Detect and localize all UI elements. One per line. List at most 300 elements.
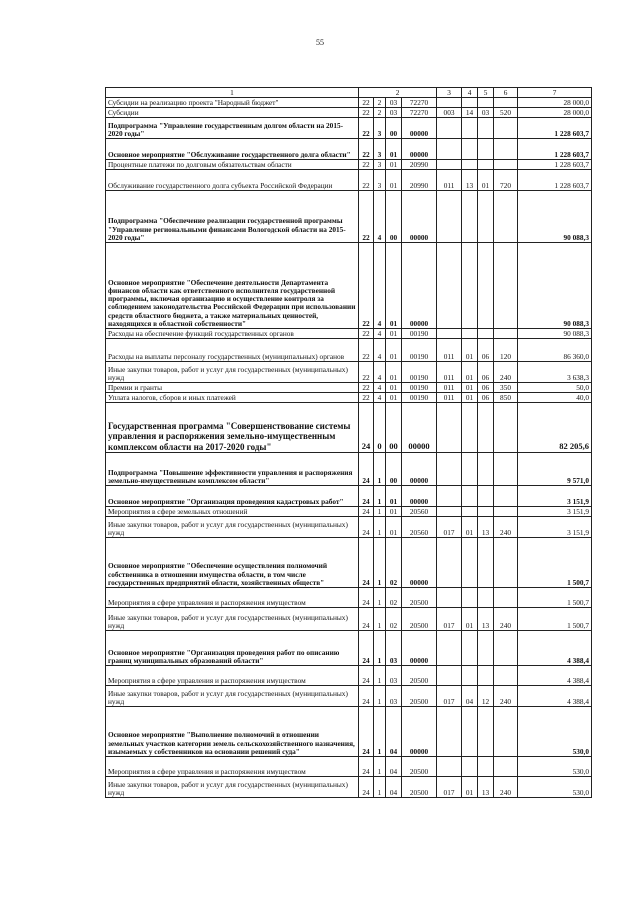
expense-type-code: 240 — [494, 517, 518, 538]
subsection-code — [478, 707, 494, 757]
section-code — [462, 507, 478, 517]
table-row — [106, 329, 592, 339]
subprogram-code: 4 — [374, 339, 386, 362]
row-amount: 40,0 — [518, 393, 592, 403]
table-row — [106, 686, 592, 707]
section-code: 01 — [462, 517, 478, 538]
table-row — [106, 486, 592, 507]
row-amount: 82 205,6 — [518, 403, 592, 453]
subprogram-code: 1 — [374, 517, 386, 538]
table-row — [106, 393, 592, 403]
row-name: Подпрограмма "Обеспечение реализации государственной программы "Управление региональными финансами Вологодской области на 2015-2020 годы" — [106, 191, 359, 243]
activity-code: 03 — [386, 666, 402, 686]
subprogram-code: 3 — [374, 160, 386, 170]
department-code: 011 — [437, 393, 462, 403]
header-col-2: 2 — [359, 88, 437, 98]
activity-code: 02 — [386, 588, 402, 608]
subprogram-code: 1 — [374, 588, 386, 608]
subsection-code: 03 — [478, 108, 494, 118]
row-name: Мероприятия в сфере управления и распоряжения имуществом — [106, 666, 359, 686]
subprogram-code: 4 — [374, 362, 386, 383]
target-article-code: 22 — [359, 362, 374, 383]
section-code — [462, 160, 478, 170]
row-amount: 1 228 603,7 — [518, 118, 592, 139]
row-name: Подпрограмма "Управление государственным долгом области на 2015-2020 годы" — [106, 118, 359, 139]
subsection-code — [478, 139, 494, 160]
expense-direction-code: 00000 — [402, 538, 437, 588]
subsection-code: 13 — [478, 608, 494, 631]
expense-direction-code: 20500 — [402, 757, 437, 777]
row-amount: 3 151,9 — [518, 486, 592, 507]
expense-type-code — [494, 757, 518, 777]
activity-code: 01 — [386, 139, 402, 160]
section-code: 01 — [462, 383, 478, 393]
target-article-code: 24 — [359, 666, 374, 686]
row-amount: 530,0 — [518, 707, 592, 757]
subprogram-code: 1 — [374, 507, 386, 517]
target-article-code: 22 — [359, 393, 374, 403]
department-code — [437, 243, 462, 329]
department-code — [437, 139, 462, 160]
department-code: 017 — [437, 777, 462, 798]
department-code — [437, 666, 462, 686]
row-amount: 90 088,3 — [518, 329, 592, 339]
expense-type-code: 240 — [494, 608, 518, 631]
section-code — [462, 631, 478, 666]
department-code — [437, 98, 462, 108]
header-col-6: 6 — [494, 88, 518, 98]
expense-direction-code: 00000 — [402, 403, 437, 453]
target-article-code: 22 — [359, 98, 374, 108]
table-row — [106, 507, 592, 517]
subsection-code: 13 — [478, 777, 494, 798]
row-amount: 1 500,7 — [518, 538, 592, 588]
subsection-code — [478, 538, 494, 588]
activity-code: 01 — [386, 160, 402, 170]
expense-type-code — [494, 486, 518, 507]
department-code — [437, 707, 462, 757]
activity-code: 03 — [386, 686, 402, 707]
row-name: Уплата налогов, сборов и иных платежей — [106, 393, 359, 403]
department-code: 017 — [437, 608, 462, 631]
row-amount: 1 228 603,7 — [518, 170, 592, 191]
expense-direction-code: 20990 — [402, 170, 437, 191]
subprogram-code: 3 — [374, 170, 386, 191]
department-code — [437, 329, 462, 339]
subsection-code — [478, 243, 494, 329]
page-number: 55 — [316, 38, 324, 47]
subsection-code — [478, 486, 494, 507]
table-row — [106, 777, 592, 798]
department-code — [437, 507, 462, 517]
department-code — [437, 538, 462, 588]
subprogram-code: 1 — [374, 486, 386, 507]
expense-direction-code: 20990 — [402, 160, 437, 170]
expense-direction-code: 20500 — [402, 666, 437, 686]
subsection-code: 06 — [478, 339, 494, 362]
expense-direction-code: 72270 — [402, 108, 437, 118]
subprogram-code: 2 — [374, 108, 386, 118]
subprogram-code: 4 — [374, 191, 386, 243]
row-name: Основное мероприятие "Обслуживание государственного долга области" — [106, 139, 359, 160]
expense-type-code — [494, 98, 518, 108]
expense-type-code: 720 — [494, 170, 518, 191]
expense-type-code — [494, 631, 518, 666]
section-code — [462, 453, 478, 486]
target-article-code: 24 — [359, 608, 374, 631]
subprogram-code: 2 — [374, 98, 386, 108]
expense-type-code — [494, 243, 518, 329]
subsection-code — [478, 403, 494, 453]
row-name: Основное мероприятие "Обеспечение деятельности Департамента финансов области как ответственного исполнителя государственной программы, включая организацию и осуществление контроля за соблюдением законодательства Российской Федерации при использовании средств областного бюджета, а также материальных ценностей, находящихся в областной собственности" — [106, 243, 359, 329]
table-row — [106, 666, 592, 686]
header-col-7: 7 — [518, 88, 592, 98]
subprogram-code: 4 — [374, 393, 386, 403]
subsection-code: 06 — [478, 383, 494, 393]
department-code: 017 — [437, 517, 462, 538]
expense-direction-code: 00000 — [402, 243, 437, 329]
activity-code: 03 — [386, 98, 402, 108]
section-code: 14 — [462, 108, 478, 118]
target-article-code: 24 — [359, 538, 374, 588]
row-name: Иные закупки товаров, работ и услуг для государственных (муниципальных) нужд — [106, 777, 359, 798]
target-article-code: 22 — [359, 108, 374, 118]
subsection-code — [478, 98, 494, 108]
row-amount: 4 388,4 — [518, 666, 592, 686]
table-row — [106, 588, 592, 608]
subsection-code: 01 — [478, 170, 494, 191]
activity-code: 01 — [386, 383, 402, 393]
department-code — [437, 757, 462, 777]
activity-code: 01 — [386, 170, 402, 191]
target-article-code: 24 — [359, 588, 374, 608]
row-amount: 3 638,3 — [518, 362, 592, 383]
target-article-code: 22 — [359, 339, 374, 362]
table-row — [106, 362, 592, 383]
expense-type-code — [494, 118, 518, 139]
subsection-code: 06 — [478, 362, 494, 383]
activity-code: 03 — [386, 108, 402, 118]
row-name: Основное мероприятие "Организация проведения кадастровых работ" — [106, 486, 359, 507]
expense-type-code — [494, 453, 518, 486]
department-code: 017 — [437, 686, 462, 707]
expense-type-code: 240 — [494, 362, 518, 383]
expense-type-code — [494, 707, 518, 757]
table-row — [106, 707, 592, 757]
subprogram-code: 4 — [374, 329, 386, 339]
expense-type-code: 520 — [494, 108, 518, 118]
activity-code: 04 — [386, 757, 402, 777]
row-name: Государственная программа "Совершенствование системы управления и распоряжения земельно-имущественным комплексом области на 2017-2020 годы" — [106, 403, 359, 453]
expense-type-code: 850 — [494, 393, 518, 403]
target-article-code: 24 — [359, 631, 374, 666]
subprogram-code: 4 — [374, 383, 386, 393]
target-article-code: 24 — [359, 777, 374, 798]
section-code — [462, 486, 478, 507]
table-row — [106, 631, 592, 666]
department-code — [437, 588, 462, 608]
expense-direction-code: 00000 — [402, 453, 437, 486]
target-article-code: 24 — [359, 486, 374, 507]
table-row — [106, 118, 592, 139]
table-row — [106, 608, 592, 631]
target-article-code: 24 — [359, 686, 374, 707]
row-amount: 90 088,3 — [518, 191, 592, 243]
subprogram-code: 0 — [374, 403, 386, 453]
table-row — [106, 757, 592, 777]
department-code: 011 — [437, 170, 462, 191]
section-code — [462, 403, 478, 453]
department-code — [437, 631, 462, 666]
table-row — [106, 517, 592, 538]
expense-type-code: 120 — [494, 339, 518, 362]
activity-code: 01 — [386, 393, 402, 403]
activity-code: 01 — [386, 329, 402, 339]
table-row — [106, 139, 592, 160]
target-article-code: 22 — [359, 139, 374, 160]
subsection-code — [478, 329, 494, 339]
activity-code: 00 — [386, 191, 402, 243]
target-article-code: 24 — [359, 403, 374, 453]
activity-code: 01 — [386, 362, 402, 383]
target-article-code: 24 — [359, 453, 374, 486]
expense-type-code: 240 — [494, 777, 518, 798]
row-name: Расходы на обеспечение функций государственных органов — [106, 329, 359, 339]
section-code — [462, 538, 478, 588]
activity-code: 02 — [386, 538, 402, 588]
row-name: Премии и гранты — [106, 383, 359, 393]
row-amount: 86 360,0 — [518, 339, 592, 362]
header-col-4: 4 — [462, 88, 478, 98]
expense-direction-code: 00000 — [402, 139, 437, 160]
subprogram-code: 1 — [374, 631, 386, 666]
activity-code: 01 — [386, 507, 402, 517]
row-name: Подпрограмма "Повышение эффективности управления и распоряжения земельно-имущественным комплексом области" — [106, 453, 359, 486]
subsection-code — [478, 757, 494, 777]
target-article-code: 22 — [359, 160, 374, 170]
row-name: Субсидии — [106, 108, 359, 118]
row-amount: 1 228 603,7 — [518, 139, 592, 160]
subprogram-code: 1 — [374, 707, 386, 757]
row-name: Основное мероприятие "Выполнение полномочий в отношении земельных участков категории земель сельскохозяйственного назначения, изымаемых у собственников на основании решений суда" — [106, 707, 359, 757]
expense-type-code: 350 — [494, 383, 518, 393]
row-amount: 4 388,4 — [518, 686, 592, 707]
section-code: 04 — [462, 686, 478, 707]
expense-type-code — [494, 403, 518, 453]
section-code — [462, 139, 478, 160]
header-col-5: 5 — [478, 88, 494, 98]
section-code: 01 — [462, 339, 478, 362]
row-name: Процентные платежи по долговым обязательствам области — [106, 160, 359, 170]
section-code: 01 — [462, 362, 478, 383]
expense-direction-code: 00000 — [402, 631, 437, 666]
subprogram-code: 1 — [374, 777, 386, 798]
row-name: Иные закупки товаров, работ и услуг для государственных (муниципальных) нужд — [106, 686, 359, 707]
row-name: Мероприятия в сфере управления и распоряжения имуществом — [106, 588, 359, 608]
subsection-code: 06 — [478, 393, 494, 403]
row-amount: 50,0 — [518, 383, 592, 393]
department-code — [437, 160, 462, 170]
section-code: 01 — [462, 393, 478, 403]
row-name: Иные закупки товаров, работ и услуг для государственных (муниципальных) нужд — [106, 608, 359, 631]
row-name: Мероприятия в сфере земельных отношений — [106, 507, 359, 517]
table-row — [106, 538, 592, 588]
department-code — [437, 191, 462, 243]
row-name: Мероприятия в сфере управления и распоряжения имуществом — [106, 757, 359, 777]
target-article-code: 22 — [359, 383, 374, 393]
header-col-1: 1 — [106, 88, 359, 98]
expense-direction-code: 00000 — [402, 191, 437, 243]
activity-code: 04 — [386, 707, 402, 757]
department-code — [437, 486, 462, 507]
row-amount: 1 228 603,7 — [518, 160, 592, 170]
expense-direction-code: 00000 — [402, 707, 437, 757]
activity-code: 02 — [386, 608, 402, 631]
expense-type-code: 240 — [494, 686, 518, 707]
row-amount: 28 000,0 — [518, 108, 592, 118]
subsection-code: 13 — [478, 517, 494, 538]
activity-code: 01 — [386, 339, 402, 362]
row-name: Основное мероприятие "Обеспечение осуществления полномочий собственника в отношении имущества области, в том числе государственных предприятий области, хозяйственных обществ" — [106, 538, 359, 588]
table-row — [106, 339, 592, 362]
section-code — [462, 588, 478, 608]
section-code: 01 — [462, 608, 478, 631]
target-article-code: 22 — [359, 191, 374, 243]
activity-code: 01 — [386, 243, 402, 329]
target-article-code: 24 — [359, 707, 374, 757]
activity-code: 04 — [386, 777, 402, 798]
section-code — [462, 329, 478, 339]
section-code — [462, 243, 478, 329]
subprogram-code: 4 — [374, 243, 386, 329]
expense-direction-code: 20500 — [402, 777, 437, 798]
expense-type-code — [494, 191, 518, 243]
activity-code: 03 — [386, 631, 402, 666]
department-code: 003 — [437, 108, 462, 118]
subprogram-code: 3 — [374, 139, 386, 160]
section-code — [462, 191, 478, 243]
department-code — [437, 403, 462, 453]
expense-direction-code: 00190 — [402, 362, 437, 383]
expense-type-code — [494, 139, 518, 160]
row-amount: 530,0 — [518, 777, 592, 798]
table-row — [106, 170, 592, 191]
row-amount: 28 000,0 — [518, 98, 592, 108]
table-row — [106, 160, 592, 170]
expense-direction-code: 20560 — [402, 517, 437, 538]
table-row — [106, 383, 592, 393]
subsection-code — [478, 666, 494, 686]
row-name: Субсидии на реализацию проекта "Народный бюджет" — [106, 98, 359, 108]
table-row — [106, 98, 592, 108]
target-article-code: 22 — [359, 329, 374, 339]
department-code — [437, 118, 462, 139]
table-row — [106, 403, 592, 453]
expense-direction-code: 00000 — [402, 118, 437, 139]
table-row — [106, 191, 592, 243]
expense-type-code — [494, 160, 518, 170]
row-amount: 9 571,0 — [518, 453, 592, 486]
row-amount: 1 500,7 — [518, 608, 592, 631]
activity-code: 01 — [386, 517, 402, 538]
subprogram-code: 1 — [374, 538, 386, 588]
table-row — [106, 243, 592, 329]
subprogram-code: 3 — [374, 118, 386, 139]
row-amount: 3 151,9 — [518, 517, 592, 538]
target-article-code: 22 — [359, 118, 374, 139]
section-code — [462, 757, 478, 777]
row-name: Расходы на выплаты персоналу государственных (муниципальных) органов — [106, 339, 359, 362]
section-code — [462, 118, 478, 139]
department-code — [437, 453, 462, 486]
section-code — [462, 98, 478, 108]
subsection-code: 12 — [478, 686, 494, 707]
expense-type-code — [494, 538, 518, 588]
department-code: 011 — [437, 383, 462, 393]
activity-code: 00 — [386, 403, 402, 453]
subsection-code — [478, 191, 494, 243]
header-row — [106, 88, 592, 98]
row-name: Иные закупки товаров, работ и услуг для государственных (муниципальных) нужд — [106, 517, 359, 538]
expense-direction-code: 20560 — [402, 507, 437, 517]
subsection-code — [478, 453, 494, 486]
expense-direction-code: 00190 — [402, 393, 437, 403]
expense-direction-code: 00190 — [402, 339, 437, 362]
section-code: 13 — [462, 170, 478, 191]
row-amount: 1 500,7 — [518, 588, 592, 608]
subprogram-code: 1 — [374, 453, 386, 486]
subsection-code — [478, 118, 494, 139]
expense-type-code — [494, 507, 518, 517]
activity-code: 01 — [386, 486, 402, 507]
expense-type-code — [494, 329, 518, 339]
row-amount: 530,0 — [518, 757, 592, 777]
activity-code: 00 — [386, 453, 402, 486]
row-name: Обслуживание государственного долга субъекта Российской Федерации — [106, 170, 359, 191]
activity-code: 00 — [386, 118, 402, 139]
target-article-code: 22 — [359, 243, 374, 329]
section-code — [462, 666, 478, 686]
subprogram-code: 1 — [374, 608, 386, 631]
header-col-3: 3 — [437, 88, 462, 98]
expense-direction-code: 72270 — [402, 98, 437, 108]
expense-direction-code: 00190 — [402, 383, 437, 393]
subsection-code — [478, 160, 494, 170]
row-amount: 90 088,3 — [518, 243, 592, 329]
table-row — [106, 108, 592, 118]
subprogram-code: 1 — [374, 686, 386, 707]
target-article-code: 22 — [359, 170, 374, 191]
expense-type-code — [494, 666, 518, 686]
row-amount: 3 151,9 — [518, 507, 592, 517]
department-code: 011 — [437, 339, 462, 362]
subprogram-code: 1 — [374, 757, 386, 777]
subsection-code — [478, 588, 494, 608]
expense-direction-code: 20500 — [402, 588, 437, 608]
row-name: Основное мероприятие "Организация проведения работ по описанию границ муниципальных образований области" — [106, 631, 359, 666]
target-article-code: 24 — [359, 757, 374, 777]
row-name: Иные закупки товаров, работ и услуг для государственных (муниципальных) нужд — [106, 362, 359, 383]
subsection-code — [478, 631, 494, 666]
budget-table — [105, 87, 592, 798]
expense-type-code — [494, 588, 518, 608]
row-amount: 4 388,4 — [518, 631, 592, 666]
expense-direction-code: 20500 — [402, 686, 437, 707]
section-code — [462, 707, 478, 757]
expense-direction-code: 00000 — [402, 486, 437, 507]
expense-direction-code: 20500 — [402, 608, 437, 631]
department-code: 011 — [437, 362, 462, 383]
